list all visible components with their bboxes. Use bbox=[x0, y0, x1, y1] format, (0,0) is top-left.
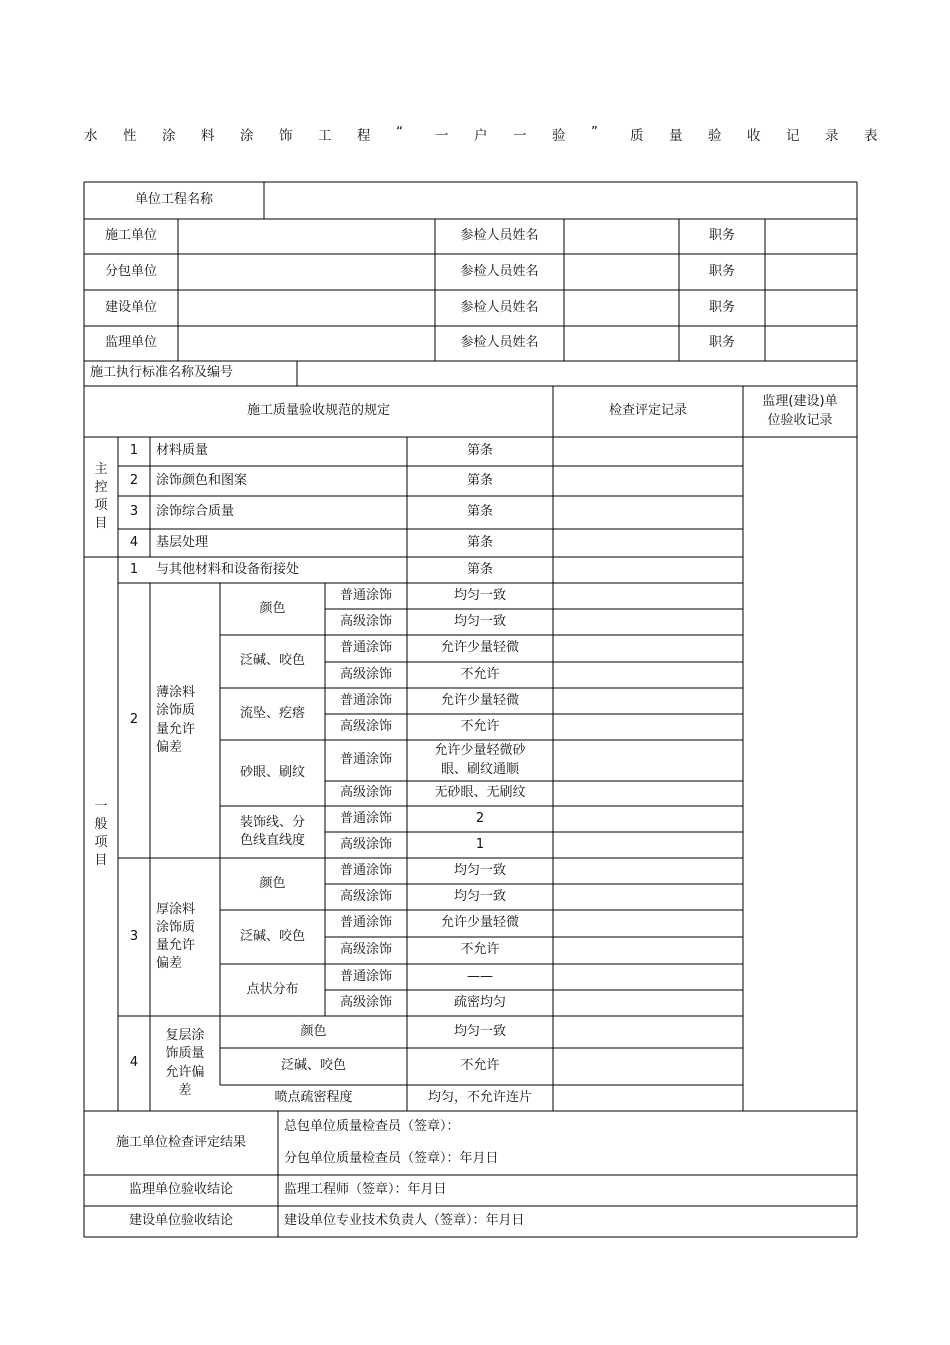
tolerance-value: 不允许 bbox=[460, 1058, 500, 1074]
supervision-column-header: 监理(建设)单 位验收记录 bbox=[762, 394, 838, 428]
construction-result-label: 施工单位检查评定结果 bbox=[115, 1134, 246, 1150]
tolerance-value: 允许少量轻微 bbox=[440, 640, 519, 656]
finish-grade: 普通涂饰 bbox=[339, 862, 392, 878]
tolerance-value: 1 bbox=[475, 836, 485, 852]
subitem-name: 颜色 bbox=[300, 1023, 327, 1039]
tolerance-value: 不允许 bbox=[460, 942, 500, 958]
unit-label: 建设单位 bbox=[104, 299, 157, 315]
subitem-name: 泛碱、咬色 bbox=[280, 1058, 346, 1074]
subitem-name: 砂眼、刷纹 bbox=[239, 764, 305, 780]
inspector-name-field[interactable] bbox=[564, 326, 679, 361]
item-name: 涂饰颜色和图案 bbox=[156, 472, 248, 488]
standard-label: 施工执行标准名称及编号 bbox=[90, 365, 234, 381]
title-char: ” bbox=[591, 124, 598, 140]
tolerance-value: 均匀一致 bbox=[453, 613, 506, 629]
post-field[interactable] bbox=[765, 254, 857, 290]
title-char: 饰 bbox=[279, 128, 293, 144]
title-char: 质 bbox=[630, 128, 644, 144]
item-number: 4 bbox=[129, 534, 139, 550]
check-record-field[interactable] bbox=[553, 557, 743, 583]
title-char: “ bbox=[396, 124, 403, 140]
check-record-field[interactable] bbox=[553, 1048, 743, 1085]
check-record-field[interactable] bbox=[553, 806, 743, 832]
post-label: 职务 bbox=[708, 263, 735, 279]
inspector-name-field[interactable] bbox=[564, 254, 679, 290]
inspector-label: 参检人员姓名 bbox=[460, 299, 539, 315]
title-char: 验 bbox=[552, 128, 566, 144]
tolerance-value: —— bbox=[467, 968, 493, 984]
title-char: 一 bbox=[513, 128, 527, 144]
inspector-label: 参检人员姓名 bbox=[460, 335, 539, 351]
check-record-field[interactable] bbox=[553, 609, 743, 635]
project-name-label: 单位工程名称 bbox=[134, 192, 213, 208]
tolerance-value: 均匀一致 bbox=[453, 587, 506, 603]
unit-label: 施工单位 bbox=[104, 228, 157, 244]
finish-grade: 普通涂饰 bbox=[339, 915, 392, 931]
check-column-header: 检查评定记录 bbox=[608, 403, 687, 419]
check-record-field[interactable] bbox=[553, 1085, 743, 1111]
unit-label: 分包单位 bbox=[104, 263, 157, 279]
post-field[interactable] bbox=[765, 290, 857, 326]
item-clause: 第条 bbox=[466, 504, 493, 520]
check-record-field[interactable] bbox=[553, 714, 743, 740]
item-clause: 第条 bbox=[466, 561, 493, 577]
inspector-name-field[interactable] bbox=[564, 290, 679, 326]
spec-column-header: 施工质量验收规范的规定 bbox=[246, 403, 390, 419]
standard-field[interactable] bbox=[297, 361, 857, 386]
item-name: 厚涂料 涂饰质 量允许 偏差 bbox=[156, 901, 196, 972]
item-clause: 第条 bbox=[466, 534, 493, 550]
finish-grade: 高级涂饰 bbox=[339, 888, 392, 904]
title-char: 性 bbox=[123, 128, 137, 144]
unit-name-field[interactable] bbox=[178, 254, 435, 290]
title-char: 水 bbox=[84, 128, 98, 144]
subitem-name: 颜色 bbox=[259, 875, 286, 891]
check-record-field[interactable] bbox=[553, 740, 743, 781]
check-record-field[interactable] bbox=[553, 858, 743, 884]
check-record-field[interactable] bbox=[553, 884, 743, 910]
item-number: 3 bbox=[129, 504, 139, 520]
title-char: 量 bbox=[669, 128, 683, 144]
item-number: 1 bbox=[129, 561, 139, 577]
finish-grade: 高级涂饰 bbox=[339, 994, 392, 1010]
finish-grade: 普通涂饰 bbox=[339, 752, 392, 768]
title-char: 工 bbox=[318, 128, 332, 144]
item-number: 1 bbox=[129, 443, 139, 459]
check-record-field[interactable] bbox=[553, 583, 743, 609]
item-number: 4 bbox=[129, 1055, 139, 1071]
check-record-field[interactable] bbox=[553, 635, 743, 662]
item-clause: 第条 bbox=[466, 472, 493, 488]
item-name: 与其他材料和设备衔接处 bbox=[156, 561, 300, 577]
post-label: 职务 bbox=[708, 228, 735, 244]
owner-conclusion-label: 建设单位验收结论 bbox=[128, 1213, 233, 1229]
tolerance-value: 允许少量轻微砂 眼、刷纹通顺 bbox=[434, 743, 526, 777]
title-char: 收 bbox=[747, 128, 761, 144]
item-name: 复层涂 饰质量 允许偏 差 bbox=[165, 1028, 205, 1098]
finish-grade: 高级涂饰 bbox=[339, 942, 392, 958]
check-record-field[interactable] bbox=[553, 832, 743, 858]
construction-result-signatures: 总包单位质量检查员（签章）： 分包单位质量检查员（签章）：年月日 bbox=[284, 1118, 499, 1167]
post-label: 职务 bbox=[708, 299, 735, 315]
check-record-field[interactable] bbox=[553, 1016, 743, 1048]
finish-grade: 高级涂饰 bbox=[339, 666, 392, 682]
unit-name-field[interactable] bbox=[178, 219, 435, 254]
check-record-field[interactable] bbox=[553, 990, 743, 1016]
title-char: 户 bbox=[474, 128, 488, 144]
title-char: 一 bbox=[435, 128, 449, 144]
title-char: 料 bbox=[201, 128, 215, 144]
unit-label: 监理单位 bbox=[104, 335, 157, 351]
finish-grade: 普通涂饰 bbox=[339, 810, 392, 826]
tolerance-value: 允许少量轻微 bbox=[440, 915, 519, 931]
tolerance-value: 均匀一致 bbox=[453, 888, 506, 904]
subitem-name: 泛碱、咬色 bbox=[239, 653, 305, 669]
finish-grade: 普通涂饰 bbox=[339, 692, 392, 708]
item-name: 基层处理 bbox=[156, 534, 209, 550]
check-record-field[interactable] bbox=[553, 529, 743, 557]
title-char: 表 bbox=[864, 128, 878, 144]
tolerance-value: 不允许 bbox=[460, 718, 500, 734]
project-name-field[interactable] bbox=[264, 182, 857, 219]
item-name: 材料质量 bbox=[156, 443, 209, 459]
tolerance-value: 疏密均匀 bbox=[453, 994, 506, 1010]
inspector-name-field[interactable] bbox=[564, 219, 679, 254]
check-record-field[interactable] bbox=[553, 466, 743, 496]
check-record-field[interactable] bbox=[553, 437, 743, 466]
check-record-field[interactable] bbox=[553, 781, 743, 806]
check-record-field[interactable] bbox=[553, 910, 743, 937]
subitem-name: 喷点疏密程度 bbox=[274, 1089, 353, 1105]
subitem-name: 颜色 bbox=[259, 600, 286, 616]
title-char: 涂 bbox=[162, 128, 176, 144]
check-record-field[interactable] bbox=[553, 937, 743, 964]
post-label: 职务 bbox=[708, 335, 735, 351]
tolerance-value: 2 bbox=[475, 810, 485, 826]
inspector-label: 参检人员姓名 bbox=[460, 263, 539, 279]
item-number: 2 bbox=[129, 712, 139, 728]
unit-name-field[interactable] bbox=[178, 290, 435, 326]
check-record-field[interactable] bbox=[553, 496, 743, 529]
subitem-name: 泛碱、咬色 bbox=[239, 928, 305, 944]
title-char: 录 bbox=[825, 128, 839, 144]
supervision-signature: 监理工程师（签章）：年月日 bbox=[284, 1182, 447, 1198]
check-record-field[interactable] bbox=[553, 964, 743, 990]
owner-signature: 建设单位专业技术负责人（签章）：年月日 bbox=[284, 1213, 525, 1229]
finish-grade: 高级涂饰 bbox=[339, 836, 392, 852]
item-name: 薄涂料 涂饰质 量允许 偏差 bbox=[156, 685, 196, 755]
finish-grade: 普通涂饰 bbox=[339, 640, 392, 656]
subitem-name: 装饰线、分 色线直线度 bbox=[239, 814, 305, 848]
unit-name-field[interactable] bbox=[178, 326, 435, 361]
item-name: 涂饰综合质量 bbox=[156, 504, 235, 520]
tolerance-value: 均匀，不允许连片 bbox=[427, 1089, 532, 1105]
finish-grade: 高级涂饰 bbox=[339, 718, 392, 734]
title-char: 程 bbox=[357, 128, 371, 144]
finish-grade: 高级涂饰 bbox=[339, 613, 392, 629]
title-char: 验 bbox=[708, 128, 722, 144]
inspector-label: 参检人员姓名 bbox=[460, 228, 539, 244]
tolerance-value: 不允许 bbox=[460, 666, 500, 682]
subitem-name: 点状分布 bbox=[246, 981, 299, 997]
tolerance-value: 均匀一致 bbox=[453, 862, 506, 878]
subitem-name: 流坠、疙瘩 bbox=[239, 705, 305, 721]
tolerance-value: 允许少量轻微 bbox=[440, 692, 519, 708]
tolerance-value: 无砂眼、无刷纹 bbox=[434, 785, 526, 801]
general-label: 一 般 项 目 bbox=[94, 798, 108, 869]
title-char: 涂 bbox=[240, 128, 254, 144]
check-record-field[interactable] bbox=[553, 688, 743, 714]
item-number: 2 bbox=[129, 472, 139, 488]
supervision-conclusion-label: 监理单位验收结论 bbox=[128, 1182, 233, 1198]
main-control-label: 主 控 项 目 bbox=[94, 461, 108, 532]
finish-grade: 高级涂饰 bbox=[339, 785, 392, 801]
finish-grade: 普通涂饰 bbox=[339, 587, 392, 603]
post-field[interactable] bbox=[765, 326, 857, 361]
item-number: 3 bbox=[129, 928, 139, 944]
check-record-field[interactable] bbox=[553, 662, 743, 688]
title-char: 记 bbox=[786, 128, 800, 144]
item-clause: 第条 bbox=[466, 443, 493, 459]
finish-grade: 普通涂饰 bbox=[339, 968, 392, 984]
tolerance-value: 均匀一致 bbox=[453, 1023, 506, 1039]
post-field[interactable] bbox=[765, 219, 857, 254]
supervision-record-field[interactable] bbox=[743, 437, 857, 1111]
